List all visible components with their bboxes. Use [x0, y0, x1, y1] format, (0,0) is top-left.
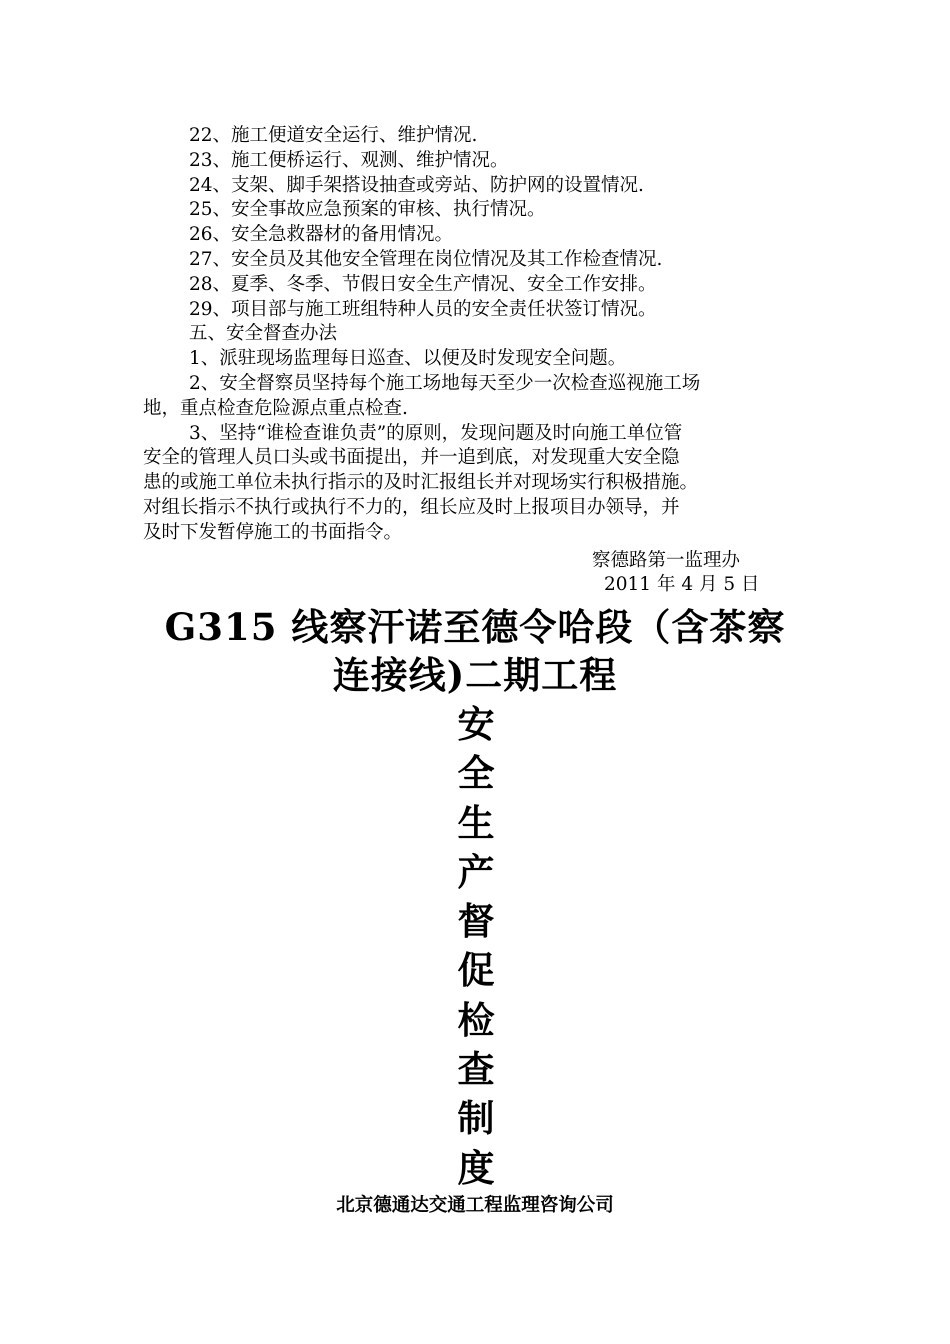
vertical-title-char: 生: [457, 800, 495, 845]
checklist-item: 28、夏季、冬季、节假日安全生产情况、安全工作安排。: [189, 273, 657, 295]
section-heading: 五、安全督查办法: [189, 323, 338, 345]
checklist-item: 26、安全急救器材的备用情况。: [189, 224, 454, 246]
document-title-line-1: G315 线察汗诺至德令哈段（含茶察: [164, 605, 786, 649]
vertical-title-char: 促: [457, 948, 495, 993]
signature-office: 察德路第一监理办: [592, 550, 741, 571]
checklist-item: 22、施工便道安全运行、维护情况.: [189, 125, 478, 146]
vertical-title-char: 检: [457, 997, 495, 1042]
method-3-text: 安全的管理人员口头或书面提出，并一追到底，对发现重大安全隐: [143, 447, 680, 469]
checklist-item: 29、项目部与施工班组特种人员的安全责任状签订情况。: [189, 298, 657, 320]
checklist-item: 23、施工便桥运行、观测、维护情况。: [189, 149, 509, 171]
document-body: [143, 124, 823, 546]
vertical-title-char: 全: [457, 751, 495, 796]
vertical-title-char: 查: [457, 1047, 495, 1092]
checklist-item: 24、支架、脚手架搭设抽查或旁站、防护网的设置情况.: [189, 174, 644, 196]
vertical-title-char: 督: [457, 899, 495, 944]
method-2-text: 地，重点检查危险源点重点检查.: [143, 397, 408, 419]
company-name: 北京德通达交通工程监理咨询公司: [336, 1195, 614, 1216]
checklist-item: 25、安全事故应急预案的审核、执行情况。: [189, 199, 546, 221]
method-3-text: 患的或施工单位未执行指示的及时汇报组长并对现场实行积极措施。: [143, 472, 699, 494]
vertical-title-char: 安: [457, 702, 495, 746]
method-2-text: 2、安全督察员坚持每个施工场地每天至少一次检查巡视施工场: [189, 372, 701, 394]
method-3-text: 及时下发暂停施工的书面指令。: [143, 521, 403, 543]
vertical-title-char: 度: [457, 1145, 495, 1190]
method-3-text: 3、坚持“谁检查谁负责”的原则，发现问题及时向施工单位管: [189, 422, 683, 444]
signature-block: [592, 549, 760, 597]
method-1-text: 1、派驻现场监理每日巡查、以便及时发现安全问题。: [189, 348, 627, 370]
vertical-title: [446, 700, 506, 1193]
vertical-title-char: 制: [457, 1096, 495, 1141]
checklist-item: 27、安全员及其他安全管理在岗位情况及其工作检查情况.: [189, 248, 663, 270]
vertical-title-char: 产: [457, 849, 495, 894]
signature-date: 2011 年 4 月 5 日: [604, 574, 760, 595]
document-title-line-2: 连接线)二期工程: [332, 653, 618, 697]
method-3-text: 对组长指示不执行或执行不力的，组长应及时上报项目办领导，并: [143, 496, 680, 518]
